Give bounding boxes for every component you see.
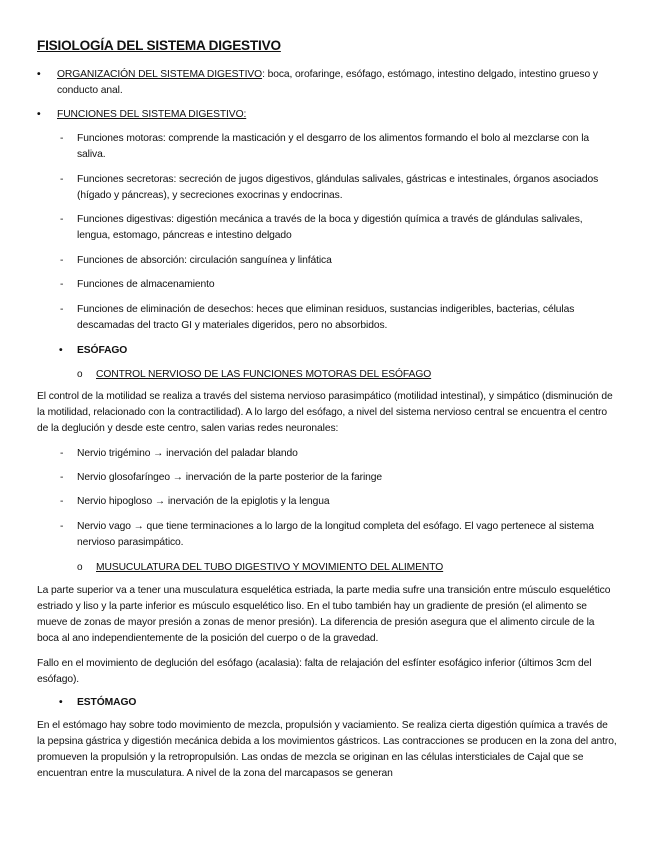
organizacion-text: : boca, orofaringe, esófago, estómago, intestino delgado, intestino grueso y conducto anal.	[57, 69, 598, 96]
bullet-icon: •	[37, 69, 41, 80]
dash-icon: -	[60, 279, 64, 290]
dash-icon: -	[60, 521, 64, 532]
dash-icon: -	[60, 472, 64, 483]
esofago-subheading-musculatura: MUSUCULATURA DEL TUBO DIGESTIVO Y MOVIMIENTO DEL ALIMENTO	[96, 562, 444, 573]
nervio-item: Nervio hipogloso → inervación de la epiglotis y la lengua	[77, 496, 330, 507]
funcion-item: Funciones de absorción: circulación sanguínea y linfática	[77, 255, 332, 266]
bullet-icon: •	[37, 109, 41, 120]
nervio-item: Nervio vago → que tiene terminaciones a lo largo de la longitud completa del esófago. El vago pertenece al sistema nervioso parasimpático.	[77, 521, 594, 548]
esofago-paragraph-control: El control de la motilidad se realiza a través del sistema nervioso parasimpático (motilidad intestinal), y simpático (disminución de la motilidad, relacionado con la contractilidad). A lo largo del esófago, a nivel del sistema nervioso central se encuentra el centro de la deglución y desde este centro, salen varias redes neuronales:	[37, 391, 613, 434]
nervio-item: Nervio trigémino → inervación del paladar blando	[77, 448, 298, 459]
dash-icon: -	[60, 214, 64, 225]
dash-icon: -	[60, 255, 64, 266]
funciones-heading: FUNCIONES DEL SISTEMA DIGESTIVO:	[57, 109, 247, 120]
esofago-heading: ESÓFAGO	[77, 345, 128, 356]
esofago-subheading-control: CONTROL NERVIOSO DE LAS FUNCIONES MOTORAS DEL ESÓFAGO	[96, 369, 432, 380]
funcion-item: Funciones motoras: comprende la masticación y el desgarro de los alimentos formando el bolo al mezclarse con la saliva.	[77, 133, 590, 160]
organizacion-label: ORGANIZACIÓN DEL SISTEMA DIGESTIVO	[57, 69, 263, 80]
esofago-paragraph-acalasia: Fallo en el movimiento de deglución del esófago (acalasia): falta de relajación del esfínter esofágico inferior (últimos 3cm del esófago).	[37, 658, 592, 685]
dash-icon: -	[60, 448, 64, 459]
funcion-item: Funciones secretoras: secreción de jugos digestivos, glándulas salivales, gástricas e intestinales, órganos asociados (hígado y páncreas), y secreciones exocrinas y endocrinas.	[77, 174, 599, 201]
dash-icon: -	[60, 174, 64, 185]
circle-bullet-icon: o	[77, 369, 83, 380]
funcion-item: Funciones de almacenamiento	[77, 279, 215, 290]
circle-bullet-icon: o	[77, 562, 83, 573]
estomago-paragraph: En el estómago hay sobre todo movimiento de mezcla, propulsión y vaciamiento. Se realiza cierta digestión química a través de la pepsina gástrica y digestión mecánica debida a los movimientos gástricos. Las contracciones se producen en la zona del antro, promueven la propulsión y la retropropulsión. Las ondas de mezcla se originan en las células intersticiales de Cajal que se encuentran entre la musculatura. A nivel de la zona del marcapasos se generan	[37, 720, 617, 779]
organizacion-paragraph	[57, 67, 617, 99]
bullet-icon: •	[59, 697, 63, 708]
esofago-paragraph-musculatura: La parte superior va a tener una musculatura esquelética estriada, la parte media sufre una transición entre músculo esquelético estriado y liso y la parte inferior es músculo esquelético liso. En el tubo también hay un gradiente de presión (el alimento se mueve de zonas de mayor presión a zonas de menor presión). La diferencia de presión asegura que el alimento circule de la boca al ano independientemente de la posición del cuerpo o de la gravedad.	[37, 585, 611, 644]
page-title: FISIOLOGÍA DEL SISTEMA DIGESTIVO	[37, 38, 281, 53]
estomago-heading: ESTÓMAGO	[77, 697, 137, 708]
bullet-icon: •	[59, 345, 63, 356]
dash-icon: -	[60, 304, 64, 315]
dash-icon: -	[60, 496, 64, 507]
dash-icon: -	[60, 133, 64, 144]
nervio-item: Nervio glosofaríngeo → inervación de la parte posterior de la faringe	[77, 472, 383, 483]
funcion-item: Funciones de eliminación de desechos: heces que eliminan residuos, sustancias indigeribles, bacterias, células descamadas del tracto GI y materiales digeridos, pero no absorbidos.	[77, 304, 575, 331]
funcion-item: Funciones digestivas: digestión mecánica a través de la boca y digestión química a través de glándulas salivales, lengua, estomago, páncreas e intestino delgado	[77, 214, 583, 241]
